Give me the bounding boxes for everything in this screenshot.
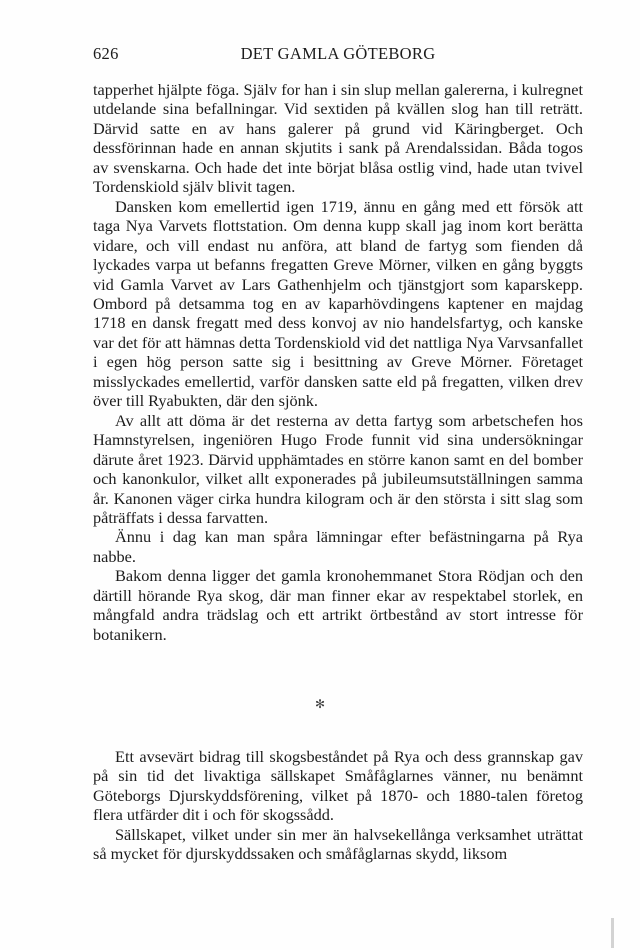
body-text-bottom [93, 747, 583, 864]
scan-edge-mark [611, 918, 614, 948]
page-header [93, 44, 583, 66]
paragraph: Ännu i dag kan man spåra lämningar efter befästningarna på Rya nabbe. [93, 527, 583, 566]
paragraph: Ett avsevärt bidrag till skogsbeståndet på Rya och dess grannskap gav på sin tid det livaktiga sällskapet Småfåglarnes vänner, nu benämnt Göteborgs Djurskyddsförening, vilket på 1870- och 1880-talen företog flera utfärder dit i och för skogssådd. [93, 747, 583, 825]
paragraph: Av allt att döma är det resterna av detta fartyg som arbetschefen hos Hamnstyrelsen, ingeniören Hugo Frode funnit vid sina undersökningar därute året 1923. Därvid upphämtades en större kanon samt en del bomber och kanonkulor, vilket allt exponerades på jubileumsutställningen samma år. Kanonen väger cirka hundra kilogram och är den största i sitt slag som påträffats i dessa farvatten. [93, 410, 583, 527]
page-number: 626 [93, 44, 119, 63]
section-separator-asterisk: ✻ [314, 697, 326, 711]
running-title: DET GAMLA GÖTEBORG [240, 44, 436, 63]
paragraph: Dansken kom emellertid igen 1719, ännu en gång med ett försök att taga Nya Varvets flottstation. Om denna kupp skall jag inom kort berätta vidare, och vill endast nu anföra, att bland de fartyg som fienden då lyckades varpa ut befanns fregatten Greve Mörner, vilken en gång byggts vid Gamla Varvet av Lars Gathenhjelm och tjänstgjort som kaparskepp. Ombord på detsamma tog en av kaparhövdingens kaptener en majdag 1718 en dansk fregatt med dess konvoj av nio handelsfartyg, och kanske var det för att hämnas detta Tordenskiold vid det nattliga Nya Varvsanfallet i egen hög person satte sig i besittning av Greve Mörner. Företaget misslyckades emellertid, varför dansken satte eld på fregatten, vilken drev över till Ryabukten, där den sjönk. [93, 196, 583, 411]
paragraph: Sällskapet, vilket under sin mer än halvsekellånga verksamhet uträttat så mycket för djurskyddssaken och småfåglarnas skydd, liksom [93, 824, 583, 864]
paragraph: Bakom denna ligger det gamla kronohemmanet Stora Rödjan och den därtill hörande Rya skog, där man finner ekar av respektabel storlek, en mångfald andra trädslag och ett artrikt örtbestånd av stort intresse för botanikern. [93, 566, 583, 644]
paragraph: tapperhet hjälpte föga. Själv for han i sin slup mellan galererna, i kulregnet utdelande sina befallningar. Vid sextiden på kvällen slog han till reträtt. Därvid satte en av hans galerer på grund vid Käringberget. Och dessförinnan hade en annan skjutits i sank på Arendalssidan. Båda togos av svenskarna. Och hade det inte börjat blåsa ostlig vind, hade utan tvivel Tordenskiold själv blivit tagen. [93, 80, 583, 197]
body-text-top [93, 80, 583, 644]
